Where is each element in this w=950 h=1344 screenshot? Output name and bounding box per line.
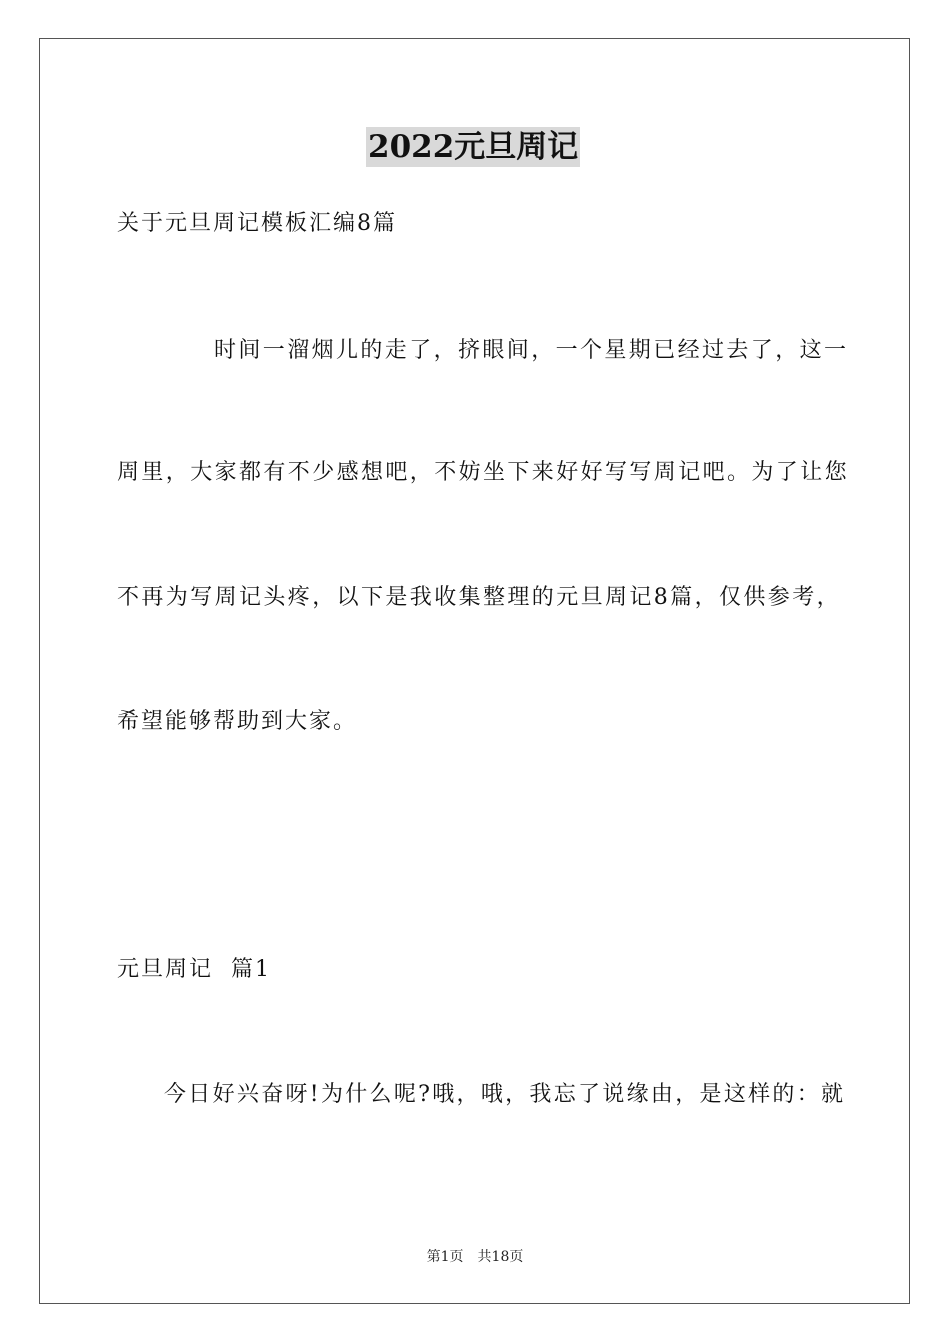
page-footer xyxy=(0,1248,950,1266)
document-title: 2022元旦周记 xyxy=(368,129,579,165)
intro-line-3: 不再为写周记头疼，以下是我收集整理的元旦周记8篇，仅供参考， xyxy=(117,585,841,610)
intro-line-1: 时间一溜烟儿的走了，挤眼间，一个星期已经过去了，这一 xyxy=(214,338,849,363)
section-heading: 元旦周记 篇1 xyxy=(117,957,271,982)
current-page-label: 第1页 xyxy=(426,1249,464,1265)
intro-line-4: 希望能够帮助到大家。 xyxy=(117,709,358,734)
intro-line-2: 周里，大家都有不少感想吧，不妨坐下来好好写写周记吧。为了让您 xyxy=(117,460,850,485)
section-body-line-1: 今日好兴奋呀!为什么呢?哦，哦，我忘了说缘由，是这样的：就 xyxy=(164,1082,846,1107)
document-subtitle: 关于元旦周记模板汇编8篇 xyxy=(117,211,397,236)
total-pages-label: 共18页 xyxy=(477,1249,524,1265)
